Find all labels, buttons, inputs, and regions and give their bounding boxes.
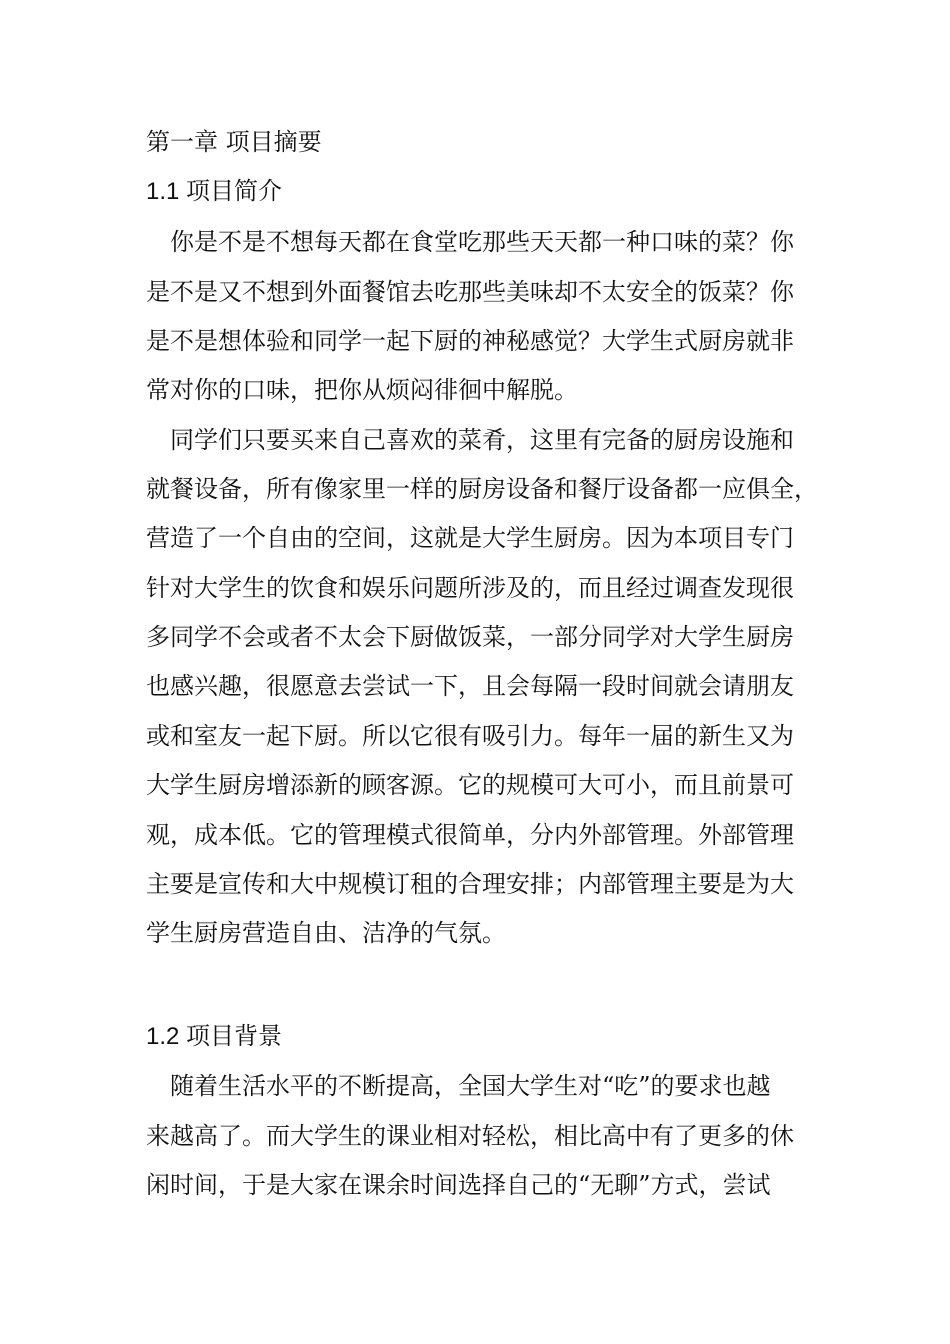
- section-heading-1-2: 1.2 项目背景: [146, 1023, 283, 1050]
- paragraph-line: 针对大学生的饮食和娱乐问题所涉及的，而且经过调查发现很: [146, 574, 794, 602]
- paragraph-line: 常对你的口味，把你从烦闷徘徊中解脱。: [146, 376, 578, 404]
- paragraph-line: 学生厨房营造自由、洁净的气氛。: [146, 919, 506, 947]
- paragraph-line: 大学生厨房增添新的顾客源。它的规模可大可小，而且前景可: [146, 771, 794, 799]
- chapter-title: 第一章 项目摘要: [146, 128, 322, 156]
- section-heading-1-1: 1.1 项目简介: [146, 178, 283, 205]
- paragraph-line: 随着生活水平的不断提高，全国大学生对“吃”的要求也越: [170, 1072, 771, 1100]
- paragraph-line: 营造了一个自由的空间，这就是大学生厨房。因为本项目专门: [146, 524, 794, 552]
- paragraph-line: 多同学不会或者不太会下厨做饭菜，一部分同学对大学生厨房: [146, 623, 794, 651]
- paragraph-line: 来越高了。而大学生的课业相对轻松，相比高中有了更多的休: [146, 1122, 794, 1150]
- paragraph-line: 也感兴趣，很愿意去尝试一下，且会每隔一段时间就会请朋友: [146, 672, 794, 700]
- paragraph-line: 主要是宣传和大中规模订租的合理安排；内部管理主要是为大: [146, 870, 794, 898]
- paragraph-line: 同学们只要买来自己喜欢的菜肴，这里有完备的厨房设施和: [170, 426, 794, 454]
- paragraph-line: 或和室友一起下厨。所以它很有吸引力。每年一届的新生又为: [146, 722, 794, 750]
- paragraph-line: 是不是又不想到外面餐馆去吃那些美味却不太安全的饭菜？你: [146, 278, 794, 306]
- paragraph-line: 是不是想体验和同学一起下厨的神秘感觉？大学生式厨房就非: [146, 327, 794, 355]
- paragraph-line: 就餐设备，所有像家里一样的厨房设备和餐厅设备都一应俱全，: [146, 475, 818, 503]
- paragraph-line: 你是不是不想每天都在食堂吃那些天天都一种口味的菜？你: [170, 228, 794, 256]
- paragraph-line: 观，成本低。它的管理模式很简单，分内外部管理。外部管理: [146, 821, 794, 849]
- paragraph-line: 闲时间，于是大家在课余时间选择自己的“无聊”方式，尝试: [146, 1171, 771, 1199]
